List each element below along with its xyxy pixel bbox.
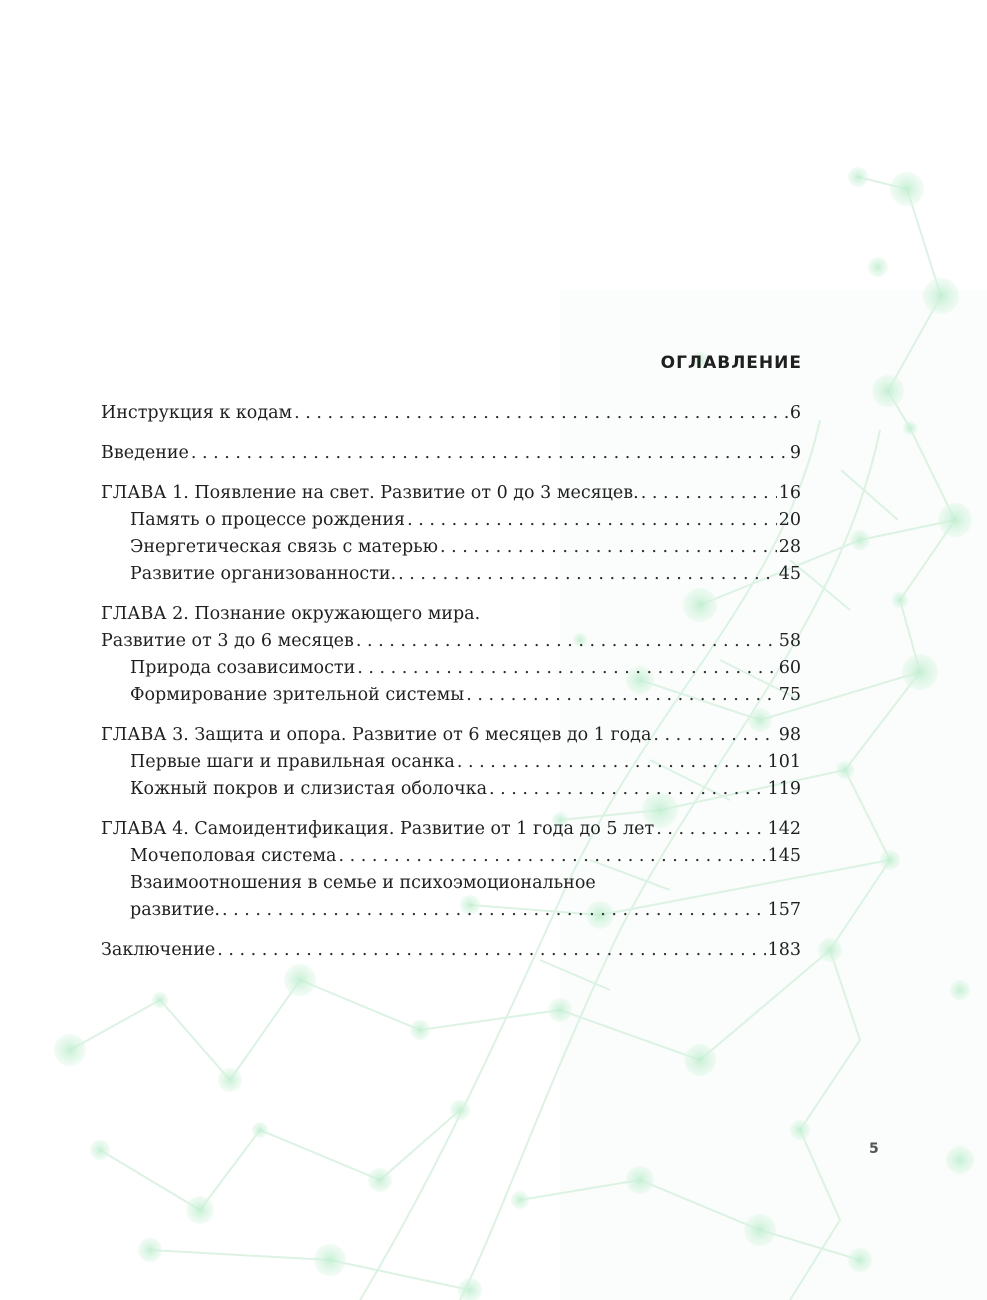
toc-entry[interactable] (101, 400, 801, 427)
toc-chapter-entry[interactable] (101, 722, 801, 749)
dot-leader (641, 480, 777, 507)
toc-entry-page: 183 (767, 940, 801, 960)
dot-leader (357, 655, 776, 682)
toc-entry-title: ГЛАВА 4. Самоидентификация. Развитие от 1 года до 5 лет (101, 819, 655, 839)
dot-leader (457, 749, 766, 776)
toc-subentry[interactable] (101, 507, 801, 534)
toc-entry-page: 101 (767, 752, 801, 772)
dot-leader (407, 507, 777, 534)
toc-entry-title: Первые шаги и правильная осанка (130, 752, 455, 772)
dot-leader (489, 776, 766, 803)
toc-subentry[interactable] (101, 897, 801, 924)
toc-entry-page: 9 (789, 443, 801, 463)
toc-entry-title: ГЛАВА 1. Появление на свет. Развитие от 0 до 3 месяцев. (101, 483, 639, 503)
toc-subentry-heading[interactable] (101, 870, 801, 897)
toc-entry-title: Введение (101, 443, 189, 463)
page-number: 5 (869, 1141, 879, 1157)
toc-entry-title: Кожный покров и слизистая оболочка (130, 779, 488, 799)
toc-entry-page: 45 (778, 564, 801, 584)
toc-entry-page: 119 (767, 779, 801, 799)
toc-entry-title: ГЛАВА 3. Защита и опора. Развитие от 6 месяцев до 1 года (101, 725, 652, 745)
dot-leader (294, 400, 788, 427)
page-title: ОГЛАВЛЕНИЕ (660, 353, 802, 373)
dot-leader (217, 937, 765, 964)
dot-leader (440, 534, 777, 561)
toc-entry-title: Развитие от 3 до 6 месяцев (101, 631, 354, 651)
toc-entry-page: 145 (767, 846, 801, 866)
toc-entry-page: 58 (778, 631, 801, 651)
toc-entry-page: 16 (778, 483, 801, 503)
toc-entry-title: Заключение (101, 940, 216, 960)
toc-entry-page: 28 (778, 537, 801, 557)
toc-subentry[interactable] (101, 534, 801, 561)
toc-entry-title: Взаимоотношения в семье и психоэмоциональное (130, 873, 596, 893)
toc-entry[interactable] (101, 440, 801, 467)
toc-chapter-heading[interactable] (101, 601, 801, 628)
toc-entry-page: 98 (778, 725, 801, 745)
toc-chapter-entry[interactable] (101, 480, 801, 507)
toc-entry-page: 142 (767, 819, 801, 839)
toc-entry[interactable] (101, 937, 801, 964)
toc-entry-page: 157 (767, 900, 801, 920)
toc-subentry[interactable] (101, 776, 801, 803)
toc-entry-page: 6 (789, 403, 801, 423)
toc-subentry[interactable] (101, 561, 801, 588)
toc-entry-page: 60 (778, 658, 801, 678)
toc-entry-title: Инструкция к кодам (101, 403, 293, 423)
dot-leader (656, 816, 765, 843)
toc-entry-page: 75 (778, 685, 801, 705)
toc-entry-title: ГЛАВА 2. Познание окружающего мира. (101, 604, 481, 624)
toc-entry-page: 20 (778, 510, 801, 530)
toc-entry-title: Мочеполовая система (130, 846, 337, 866)
toc-entry-title: развитие. (130, 900, 220, 920)
dot-leader (398, 561, 777, 588)
toc-subentry[interactable] (101, 655, 801, 682)
dot-leader (191, 440, 788, 467)
toc-chapter-entry[interactable] (101, 628, 801, 655)
toc-entry-title: Природа созависимости (130, 658, 356, 678)
toc-entry-title: Энергетическая связь с матерью (130, 537, 438, 557)
toc-subentry[interactable] (101, 843, 801, 870)
toc-chapter-entry[interactable] (101, 816, 801, 843)
dot-leader (222, 897, 766, 924)
dot-leader (653, 722, 776, 749)
toc-entry-title: Память о процессе рождения (130, 510, 406, 530)
dot-leader (338, 843, 765, 870)
toc-entry-title: Развитие организованности. (130, 564, 397, 584)
dot-leader (356, 628, 777, 655)
table-of-contents (101, 400, 801, 964)
dot-leader (466, 682, 777, 709)
toc-subentry[interactable] (101, 749, 801, 776)
toc-entry-title: Формирование зрительной системы (130, 685, 465, 705)
toc-subentry[interactable] (101, 682, 801, 709)
